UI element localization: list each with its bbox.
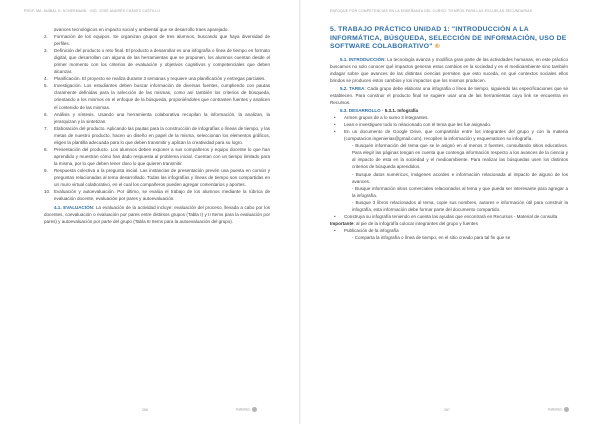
list-item-number: 5. <box>44 83 48 89</box>
list-item <box>44 82 270 110</box>
brand-name: Kaltefaro <box>236 407 251 412</box>
important-label: Importante <box>330 220 354 226</box>
list-item <box>44 167 270 188</box>
section-title <box>330 26 568 52</box>
bullet-text: Armen grupos de a lo sumo 3 integrantes. <box>344 115 429 121</box>
bullet-text: En un documento de Google Drive, que compartirán entre los integrantes del grupo y con la materia (computacion.ingenierias@gmail.com), recopilen la información y esquematicen su infografía. <box>344 129 568 142</box>
section-title-text: 5. TRABAJO PRÁCTICO UNIDAD 1: "INTRODUCCIÓN A LA INFORMÁTICA, BÚSQUEDA, SELECCIÓN DE INFORMACIÓN, USO DE SOFTWARE COLABORATIVO" <box>330 26 567 51</box>
list-item-text: Elaboración del producto. Aplicando las pautas para la construcción de infografías o líneas de tiempo, y las metas de nuestro producto, hacen un diseño en papel de la misma, seleccionan los elementos gráficos, eligen la plantilla adecuada para lo que deben transmitir y aplican la creatividad para su logro. <box>54 125 270 145</box>
evaluation-label: 4.1. EVALUACIÓN <box>54 205 93 211</box>
development-label: 5.3. DESARROLLO <box>340 108 381 114</box>
list-item-number: 7. <box>44 125 48 131</box>
list-item <box>44 146 270 167</box>
brand-logo-icon <box>564 407 569 412</box>
list-item <box>44 125 270 146</box>
list-item <box>44 111 270 125</box>
bullet-item <box>330 128 568 142</box>
list-item-text: Respuesta colectiva a la pregunta inicial. Las instancias de presentación prevén una puesta en común y preguntas relacionadas al tema desarrollado. Todas las infografías y líneas de tiempo son compartidas en un muro virtual colaborativo, en el cual los compañeros pueden agregar comentarios y aportes. <box>54 167 270 188</box>
brand-name: Kaltefaro <box>548 407 563 412</box>
list-item <box>44 75 270 82</box>
sub-item: - Comparta la infografía o línea de tiempo, en el sitio creado para tal fin que se <box>352 234 511 240</box>
bullet-icon: • <box>334 129 336 135</box>
list-item-number: 9. <box>44 167 48 173</box>
right-content <box>330 26 568 241</box>
important-text: : al pie de la infografía colocar integrantes del grupo y fuentes <box>353 220 478 226</box>
running-head-right: ENFOQUE POR COMPETENCIAS EN LA ENSEÑANZA DEL CURSO: TIEMPOS PARA LAS ESCUELAS SECUNDARIAS <box>330 9 533 13</box>
task-paragraph <box>330 85 568 106</box>
list-item-number: 2. <box>44 34 48 40</box>
left-content <box>44 26 270 225</box>
page-number-right: 267 <box>444 408 450 412</box>
list-item-number: 10. <box>44 189 51 195</box>
page-number-left: 266 <box>142 408 148 412</box>
list-item-text: Evaluación y autoevaluación. Por último, se evalúa el trabajo de los alumnos mediante la rúbrica de evaluación docente, evaluación por pares y autoevaluación. <box>54 189 270 202</box>
evaluation-text: : La evaluación de la actividad incluye: evaluación del proceso, llevada a cabo por los docentes, coevaluación o evaluación por pares entre distintos grupos (Tabla I) y II Items para la evaluación por pares) y autoevaluación por parte del grupo (Tabla III Items para la autoevaluación del grupo). <box>44 205 271 225</box>
evaluation-paragraph <box>44 204 270 225</box>
list-item-number: 3. <box>44 48 48 54</box>
brand-logo-icon <box>252 407 257 412</box>
important-note <box>330 220 568 227</box>
bullet-item <box>330 227 568 234</box>
list-item-number: 4. <box>44 76 48 82</box>
numbered-list <box>44 26 270 202</box>
list-item <box>44 188 270 202</box>
footer-brand-left <box>236 407 257 412</box>
bullet-icon: • <box>334 227 336 233</box>
section-star-icon: ® <box>434 43 440 51</box>
list-item-text: Planificación. El proyecto se realiza durante 3 semanas y requiere una planificación y entregas parciales. <box>54 76 266 82</box>
list-item-text: avances tecnológicos en impacto social y ambiental que se desarrollo traes aparejado. <box>54 27 229 32</box>
bullet-list <box>330 114 568 142</box>
right-page <box>300 0 600 424</box>
sub-item: - Busque información sitios comerciales relacionados al tema y que pueda ser interesante para agregar a la infografía. <box>352 185 568 198</box>
bullet-text: Lean e investiguen todo lo relacionado con el tema que les fue asignado. <box>344 122 492 128</box>
bullet-text: Publicación de la infografía <box>344 227 399 233</box>
list-item <box>44 26 270 33</box>
bullet-icon: • <box>334 122 336 128</box>
development-heading <box>330 107 568 114</box>
list-item-text: Definición del producto o reto final. El producto a desarrollar es una infografía o línea de tiempo en formato digital, que desarrollan con alguna de las herramientas que se proponen, los alumnos cuentan desde el primer momento con los criterios de evaluación y objetivos cognitivos y competenciales que deben alcanzar. <box>54 48 270 75</box>
sub-item: - Busque 3 libros relacionados al tema, copie sus nombres, autores e información útil para construir la infografía, esta información debe formar parte del documento compartido. <box>352 199 568 212</box>
list-item-text: Investigación. Los estudiantes deben buscar información de diversas fuentes, cumpliendo con pautas claramente definidas para la selección de las mismas, como así también los criterios de búsqueda, orientando a los mismos en el enfoque de la búsqueda, proponiéndoles que contrasten fuentes y analicen el contenido de las mismas. <box>54 83 270 110</box>
running-head-left: PROF. MA. ANÍBAL D. SCHERMANN · ING. JOSÉ ANDRÉS CHÁVEZ CASTILLO <box>24 9 161 13</box>
list-item-text: Formación de los equipos. Se organizan grupos de tres alumnos, buscando que haya diversidad de perfiles. <box>54 34 270 47</box>
development-sublabel: · 5.3.1. Infografía <box>381 108 419 114</box>
bullet-icon: • <box>334 115 336 121</box>
task-label: 5.2. TAREA <box>340 85 365 91</box>
list-item <box>44 33 270 47</box>
list-item-number: 6. <box>44 111 48 117</box>
bullet-text: Construya su infografía teniendo en cuenta las ayudas que encontrará en Recursos - Material de consulta <box>344 213 558 219</box>
list-item <box>44 47 270 75</box>
sub-item: - Busque datos numéricos, imágenes acordes e información relacionada al impacto de alguno de los avances. <box>352 171 568 184</box>
bullet-item <box>330 114 568 121</box>
sub-list <box>330 142 568 212</box>
list-item-text: Presentación del producto. Los alumnos deben exponer a sus compañeros y equipo docente lo que han aprendido y muestran cómo han dado respuesta al problema inicial. Cuentan con un tiempo limitado para la misma, por lo que deben tener claro lo que quieren transmitir. <box>54 146 270 166</box>
bullet-icon: • <box>334 213 336 219</box>
list-item-number: 8. <box>44 146 48 152</box>
intro-label: 5.1. INTRODUCCIÓN <box>340 56 385 62</box>
footer-brand-right <box>548 407 569 412</box>
intro-text: : La tecnología avanza y modifica gran parte de las actividades humanas, en este práctico buscamos no solo conocer qué impactos generan estos cambios en la sociedad y en el medioambiente sino también indagar sobre que avances de las distintas ciencias permiten que esto suceda, en qué contextos sociales ellos brindos se producen estos cambios y los impactos que los mismos producen. <box>330 56 568 83</box>
task-text: : Cada grupo debe elaborar una infografía o línea de tiempo, siguiendo las especificaciones que se establecen. Para construir el producto final se sugiere usar una de las herramientas cuyo link se encuentra en Recursos. <box>330 85 568 106</box>
bullet-item <box>330 213 568 220</box>
bullet-item <box>330 121 568 128</box>
intro-paragraph <box>330 56 568 84</box>
list-item-text: Análisis y síntesis. Usando una herramienta colaborativa recopilan la información, la analizan, la jerarquizan y la sintetizan. <box>54 111 270 124</box>
sub-item: - Busquén información del tema que se le asignó en al menos 3 fuentes, consultando sitios educativos. Para elegir las páginas tengan en cuenta que contenga información respecto a los avances de la ciencia y al impacto de esta en la sociedad y el medioambiente. Para realizar las búsquedas usen los distintos criterios de búsqueda aprendidos. <box>352 143 568 170</box>
